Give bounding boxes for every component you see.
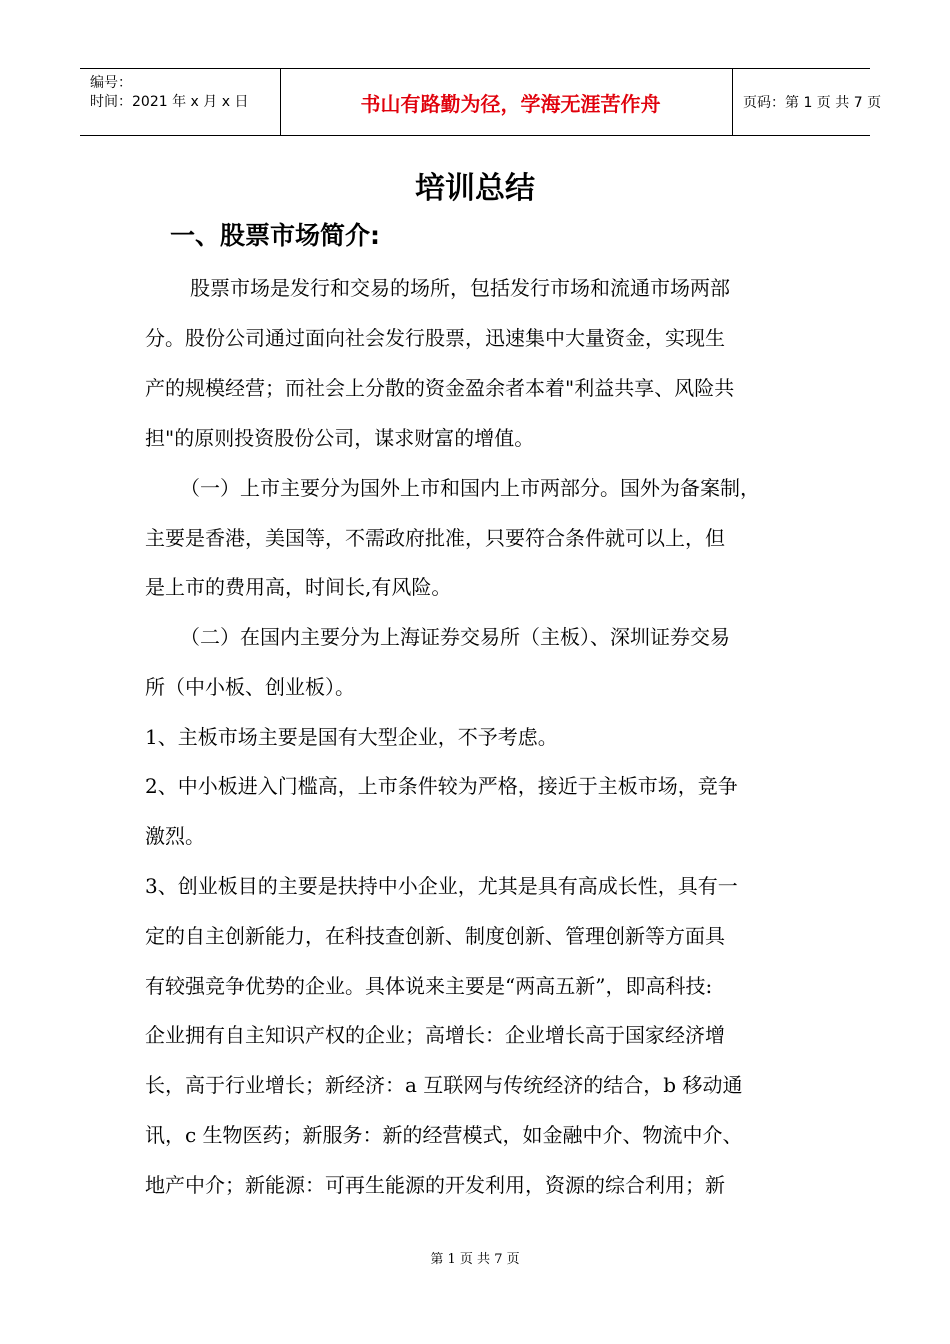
body-line: 是上市的费用高，时间长,有风险。 <box>145 575 452 599</box>
page-footer: 第 1 页 共 7 页 <box>430 1252 520 1267</box>
body-line: （一）上市主要分为国外上市和国内上市两部分。国外为备案制， <box>180 476 760 500</box>
body-line: 长，高于行业增长；新经济：a 互联网与传统经济的结合，b 移动通 <box>145 1073 743 1097</box>
body-line: 3、创业板目的主要是扶持中小企业，尤其是具有高成长性，具有一 <box>145 874 738 898</box>
header-meta-cell <box>80 69 280 135</box>
body-line: 地产中介；新能源：可再生能源的开发利用，资源的综合利用；新 <box>145 1173 725 1197</box>
body-line: 企业拥有自主知识产权的企业；高增长：企业增长高于国家经济增 <box>145 1023 725 1047</box>
header-motto: 书山有路勤为径，学海无涯苦作舟 <box>360 91 661 116</box>
document-title: 培训总结 <box>415 171 535 206</box>
body-line: （二）在国内主要分为上海证券交易所（主板）、深圳证券交易 <box>180 625 730 649</box>
header-page-cell <box>733 69 882 135</box>
section-heading: 一、股票市场简介: <box>170 221 380 250</box>
document-number-label: 编号： <box>90 75 132 91</box>
body-line: 1、主板市场主要是国有大型企业，不予考虑。 <box>145 725 558 749</box>
body-line: 产的规模经营；而社会上分散的资金盈余者本着"利益共享、风险共 <box>145 376 735 400</box>
header-page-info: 页码：第 1 页 共 7 页 <box>743 95 882 111</box>
body-line: 讯，c 生物医药；新服务：新的经营模式，如金融中介、物流中介、 <box>145 1123 743 1147</box>
body-line: 股票市场是发行和交易的场所，包括发行市场和流通市场两部 <box>190 276 730 300</box>
body-line: 分。股份公司通过面向社会发行股票，迅速集中大量资金，实现生 <box>145 326 725 350</box>
body-line: 所（中小板、创业板）。 <box>145 675 355 699</box>
body-line: 定的自主创新能力，在科技查创新、制度创新、管理创新等方面具 <box>145 924 725 948</box>
body-line: 主要是香港，美国等，不需政府批准，只要符合条件就可以上，但 <box>145 526 725 550</box>
body-line: 2、中小板进入门槛高，上市条件较为严格，接近于主板市场，竞争 <box>145 774 738 798</box>
body-line: 激烈。 <box>145 824 205 848</box>
document-time-label: 时间：2021 年 x 月 x 日 <box>90 94 249 110</box>
body-line: 担"的原则投资股份公司，谋求财富的增值。 <box>145 426 535 450</box>
document-header <box>80 68 882 136</box>
header-motto-cell <box>280 69 733 135</box>
body-line: 有较强竞争优势的企业。具体说来主要是“两高五新”，即高科技: <box>145 974 713 998</box>
